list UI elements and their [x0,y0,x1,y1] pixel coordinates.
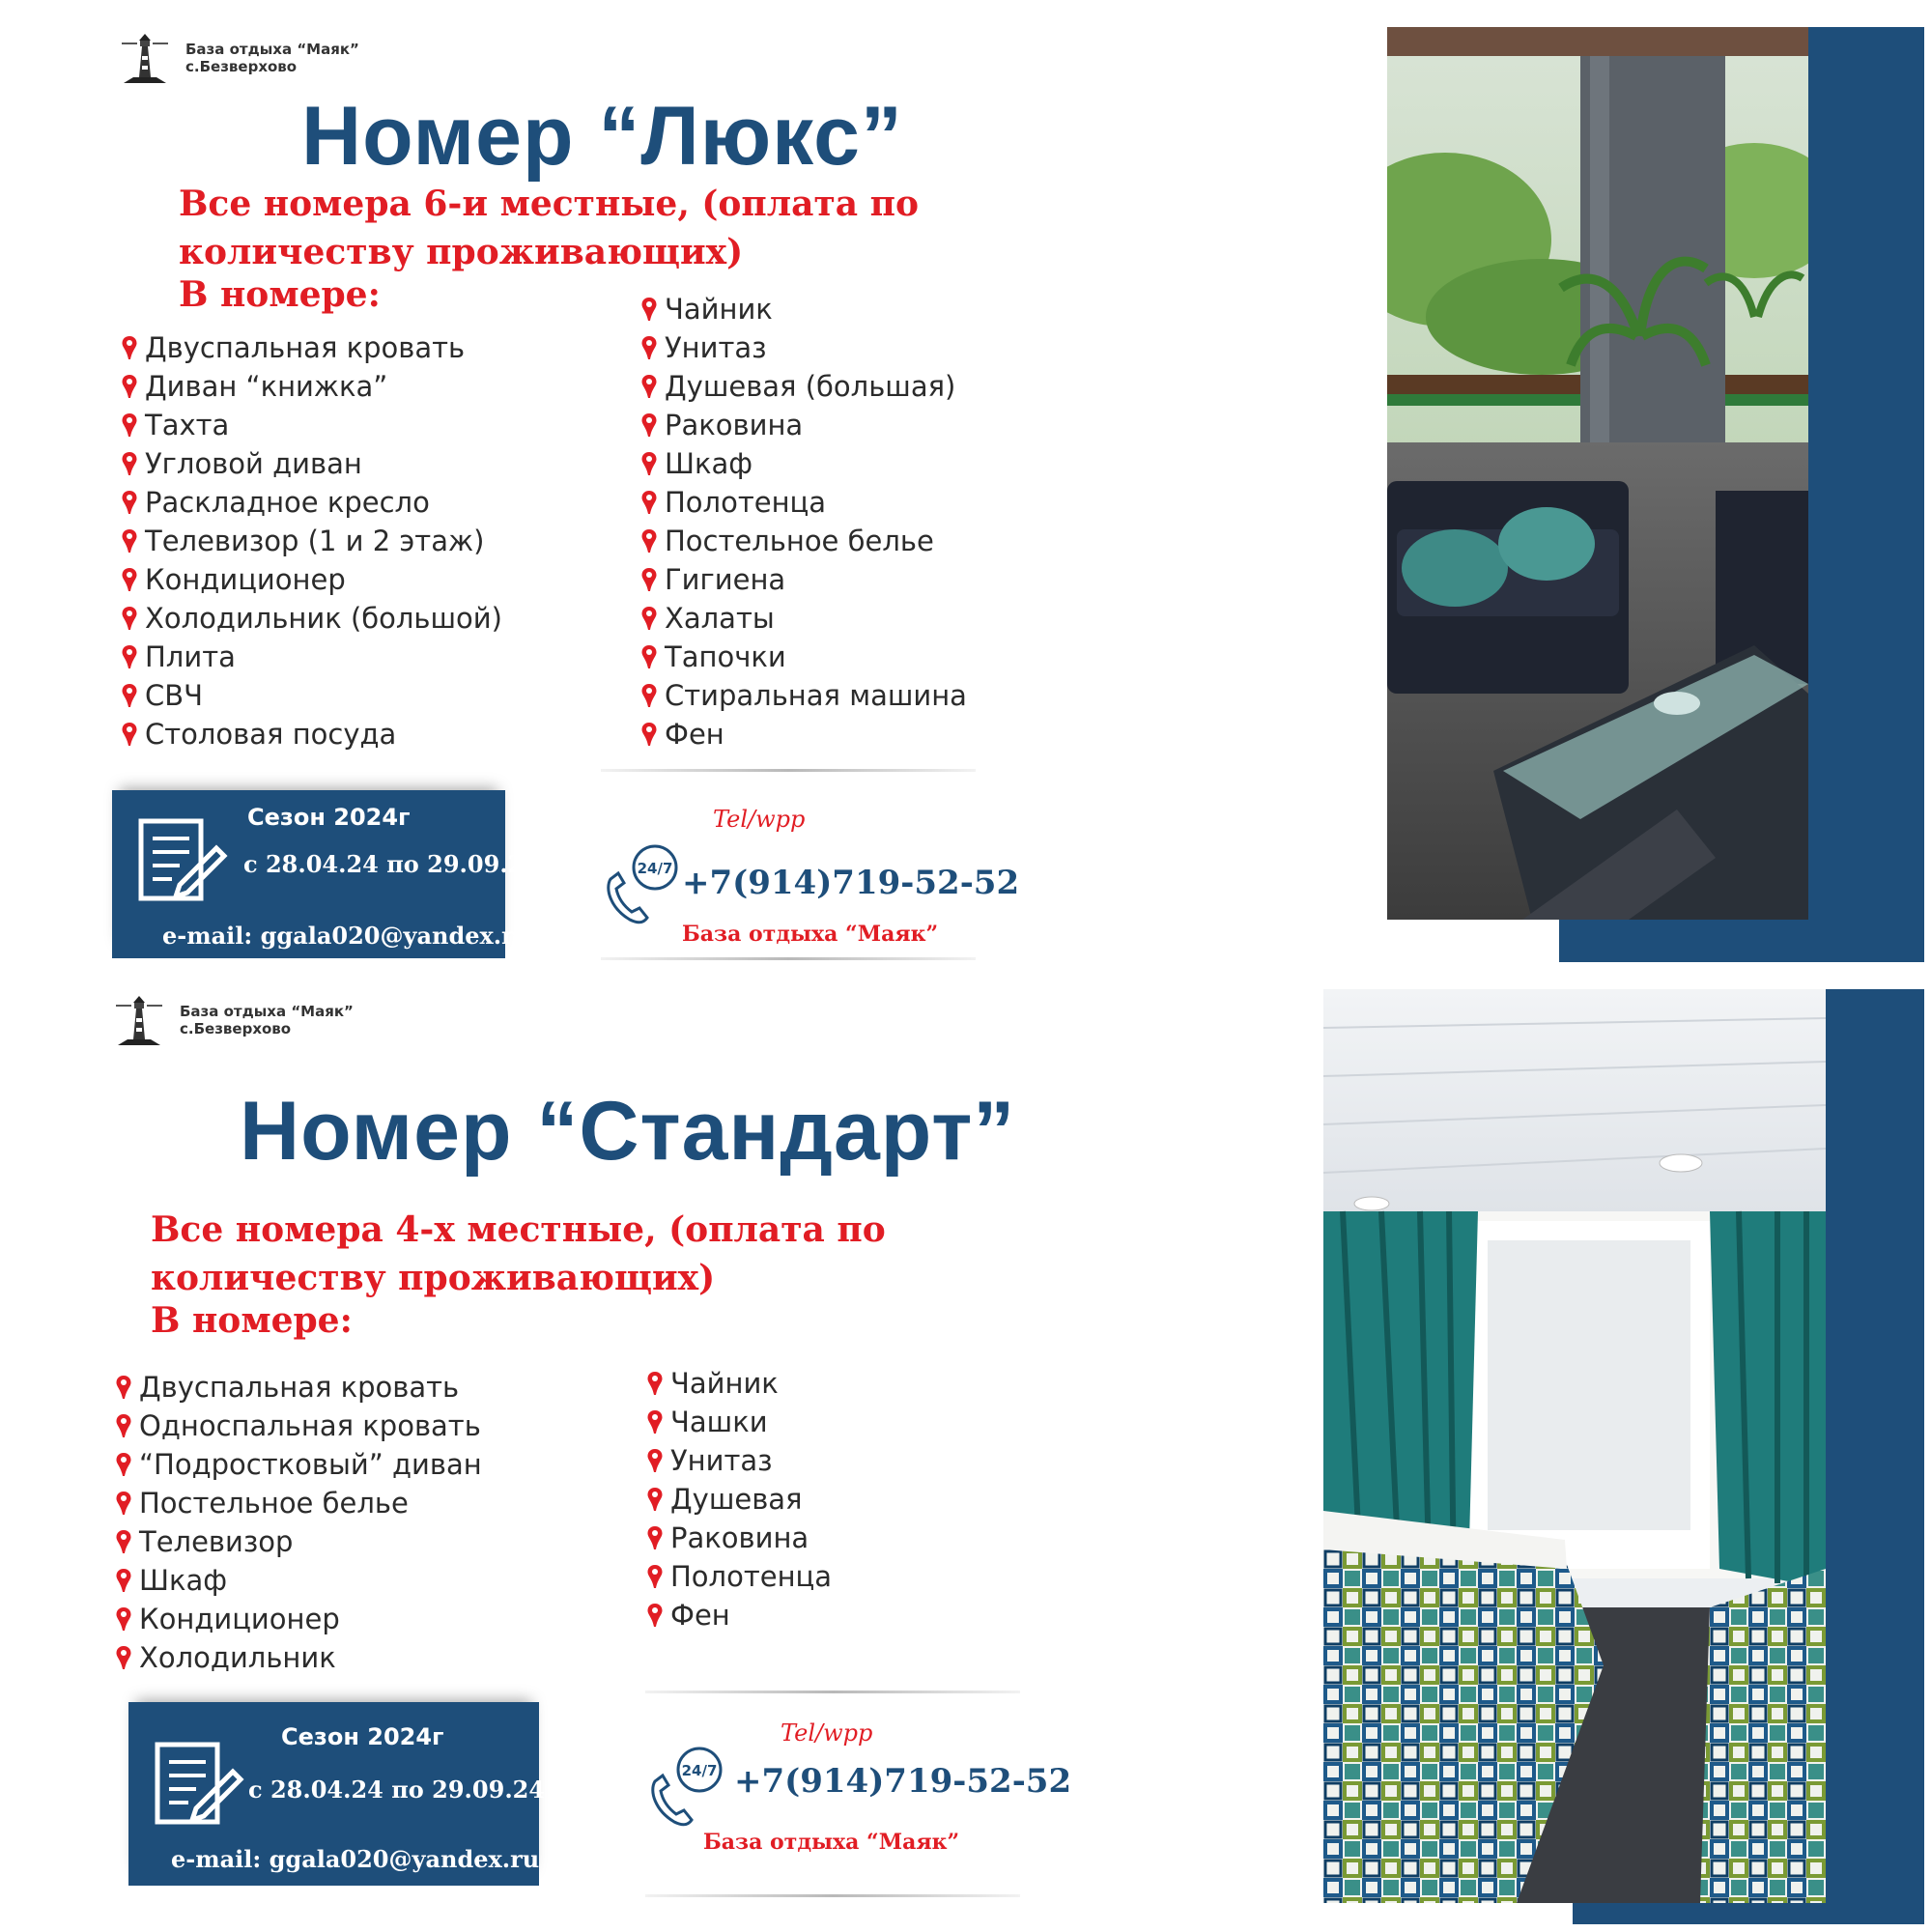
map-pin-icon [116,1376,131,1399]
amenity-label: Телевизор [139,1525,294,1558]
map-pin-icon [647,1372,663,1395]
map-pin-icon [647,1604,663,1627]
tel-label: Tel/wpp [713,806,806,833]
divider-top [645,1690,1020,1693]
phone-number[interactable]: +7(914)719-52-52 [734,1762,1072,1801]
map-pin-icon [116,1492,131,1515]
season-dates: с 28.04.24 по 29.09.24 [243,850,541,878]
amenity-item [647,1557,832,1596]
divider-top [601,769,976,772]
map-pin-icon [641,684,657,707]
amenity-item [116,1561,482,1600]
map-pin-icon [122,452,137,475]
phone-number[interactable]: +7(914)719-52-52 [682,864,1020,902]
amenity-label: Унитаз [670,1444,773,1477]
map-pin-icon [122,568,137,591]
amenity-item [647,1403,832,1441]
map-pin-icon [122,529,137,553]
amenity-item [647,1441,832,1480]
divider-bottom [645,1894,1020,1897]
amenity-label: Полотенца [665,486,827,519]
amenity-label: Раскладное кресло [145,486,430,519]
amenity-label: Постельное белье [139,1487,409,1520]
page-title: Номер “Стандарт” [240,1085,1016,1178]
amenity-label: Кондиционер [145,563,346,596]
svg-text:24/7: 24/7 [637,860,673,877]
map-pin-icon [647,1410,663,1434]
amenity-label: Столовая посуда [145,718,397,751]
amenity-label: Постельное белье [665,525,934,557]
map-pin-icon [116,1453,131,1476]
brand-location: с.Безверхово [180,1020,292,1037]
amenity-label: Душевая (большая) [665,370,956,403]
document-edit-icon [150,1735,246,1832]
amenity-label: Холодильник [139,1641,336,1674]
amenity-label: Кондиционер [139,1603,340,1635]
map-pin-icon [116,1569,131,1592]
amenity-label: Халаты [665,602,775,635]
amenity-label: Плита [145,640,236,673]
map-pin-icon [647,1449,663,1472]
map-pin-icon [641,645,657,668]
amenity-label: Шкаф [139,1564,228,1597]
amenities-list-right [641,290,967,753]
brand-name: База отдыха “Маяк” [185,41,359,58]
amenity-item [647,1596,832,1634]
map-pin-icon [641,413,657,437]
lighthouse-icon [114,27,176,89]
amenity-item [641,715,967,753]
season-dates: с 28.04.24 по 29.09.24 [248,1776,546,1804]
amenity-item [641,483,967,522]
amenity-item [122,599,502,638]
amenity-label: Тахта [145,409,230,441]
map-pin-icon [116,1530,131,1553]
amenity-label: Шкаф [665,447,753,480]
divider-bottom [601,957,976,960]
document-edit-icon [133,811,230,908]
amenity-label: Чайник [665,293,773,326]
amenity-item [116,1445,482,1484]
map-pin-icon [122,375,137,398]
map-pin-icon [641,491,657,514]
map-pin-icon [122,336,137,359]
amenity-item [122,715,502,753]
map-pin-icon [122,723,137,746]
amenity-item [647,1364,832,1403]
amenity-label: Двуспальная кровать [139,1371,460,1404]
amenity-item [647,1480,832,1519]
map-pin-icon [122,684,137,707]
season-title: Сезон 2024г [247,804,411,831]
amenities-list-left [122,328,502,753]
amenity-item [116,1638,482,1677]
amenity-item [122,367,502,406]
amenity-label: Угловой диван [145,447,362,480]
phone-247-icon [601,842,688,929]
base-name: База отдыха “Маяк” [682,922,939,947]
bedroom-photo [1323,989,1826,1903]
map-pin-icon [122,645,137,668]
amenity-label: Раковина [670,1521,809,1554]
amenity-item [116,1484,482,1522]
amenity-item [116,1600,482,1638]
amenity-item [116,1406,482,1445]
amenity-label: Тапочки [665,640,786,673]
amenity-label: Диван “книжка” [145,370,388,403]
terrace-photo-image [1387,27,1808,920]
map-pin-icon [122,491,137,514]
brand-logo [108,989,354,1051]
lighthouse-icon [108,989,170,1051]
in-room-heading: В номере: [179,274,381,315]
season-box [128,1702,546,1886]
map-pin-icon [641,452,657,475]
amenities-list-right [647,1364,832,1634]
map-pin-icon [122,413,137,437]
amenity-item [122,522,502,560]
amenity-item [122,406,502,444]
contact-box [645,1690,1072,1897]
amenity-item [641,328,967,367]
amenity-item [641,444,967,483]
map-pin-icon [641,336,657,359]
amenity-label: Телевизор (1 и 2 этаж) [145,525,485,557]
occupancy-note: Все номера 6-и местные, (оплата по количеству проживающих) [179,184,920,272]
in-room-heading: В номере: [151,1300,353,1341]
amenity-item [122,638,502,676]
amenity-item [641,676,967,715]
contact-box [601,769,1020,960]
amenity-label: Двуспальная кровать [145,331,466,364]
amenity-item [116,1522,482,1561]
brand-text [185,41,359,75]
amenity-item [641,560,967,599]
amenity-label: “Подростковый” диван [139,1448,482,1481]
email-text: e-mail: ggala020@yandex.ru [162,922,531,950]
brand-name: База отдыха “Маяк” [180,1003,354,1020]
terrace-photo [1387,27,1808,920]
season-title: Сезон 2024г [281,1723,444,1750]
standard-room-panel [0,966,1931,1932]
map-pin-icon [641,375,657,398]
amenity-label: Гигиена [665,563,786,596]
amenity-item [641,522,967,560]
amenity-item [641,406,967,444]
email-text: e-mail: ggala020@yandex.ru [171,1845,540,1873]
amenity-label: Полотенца [670,1560,833,1593]
season-box [112,790,541,958]
amenity-label: СВЧ [145,679,204,712]
brand-location: с.Безверхово [185,58,298,75]
brand-text [180,1003,354,1037]
amenity-label: Стиральная машина [665,679,967,712]
map-pin-icon [641,607,657,630]
map-pin-icon [116,1646,131,1669]
tel-label: Tel/wpp [781,1719,873,1747]
base-name: База отдыха “Маяк” [703,1830,960,1855]
bedroom-photo-image [1323,989,1826,1903]
amenity-label: Односпальная кровать [139,1409,481,1442]
amenity-label: Фен [670,1599,730,1632]
map-pin-icon [122,607,137,630]
amenity-item [122,328,502,367]
brand-logo [114,27,359,89]
amenity-label: Унитаз [665,331,767,364]
page-title: Номер “Люкс” [301,90,903,183]
amenities-list-left [116,1368,482,1677]
amenity-label: Душевая [670,1483,803,1516]
svg-text:24/7: 24/7 [681,1762,718,1779]
amenity-label: Раковина [665,409,804,441]
map-pin-icon [641,529,657,553]
map-pin-icon [647,1488,663,1511]
amenity-item [122,483,502,522]
amenity-item [641,367,967,406]
amenity-label: Чайник [670,1367,779,1400]
amenity-item [641,599,967,638]
map-pin-icon [647,1565,663,1588]
amenity-item [122,560,502,599]
amenity-label: Чашки [670,1406,768,1438]
map-pin-icon [116,1607,131,1631]
amenity-item [641,638,967,676]
map-pin-icon [116,1414,131,1437]
occupancy-note: Все номера 4-х местные, (оплата по количеству проживающих) [151,1209,886,1298]
map-pin-icon [641,723,657,746]
amenity-item [122,676,502,715]
amenity-item [122,444,502,483]
map-pin-icon [647,1526,663,1549]
amenity-item [641,290,967,328]
amenity-label: Холодильник (большой) [145,602,502,635]
phone-247-icon [645,1745,732,1832]
amenity-item [116,1368,482,1406]
amenity-item [647,1519,832,1557]
map-pin-icon [641,298,657,321]
map-pin-icon [641,568,657,591]
amenity-label: Фен [665,718,724,751]
